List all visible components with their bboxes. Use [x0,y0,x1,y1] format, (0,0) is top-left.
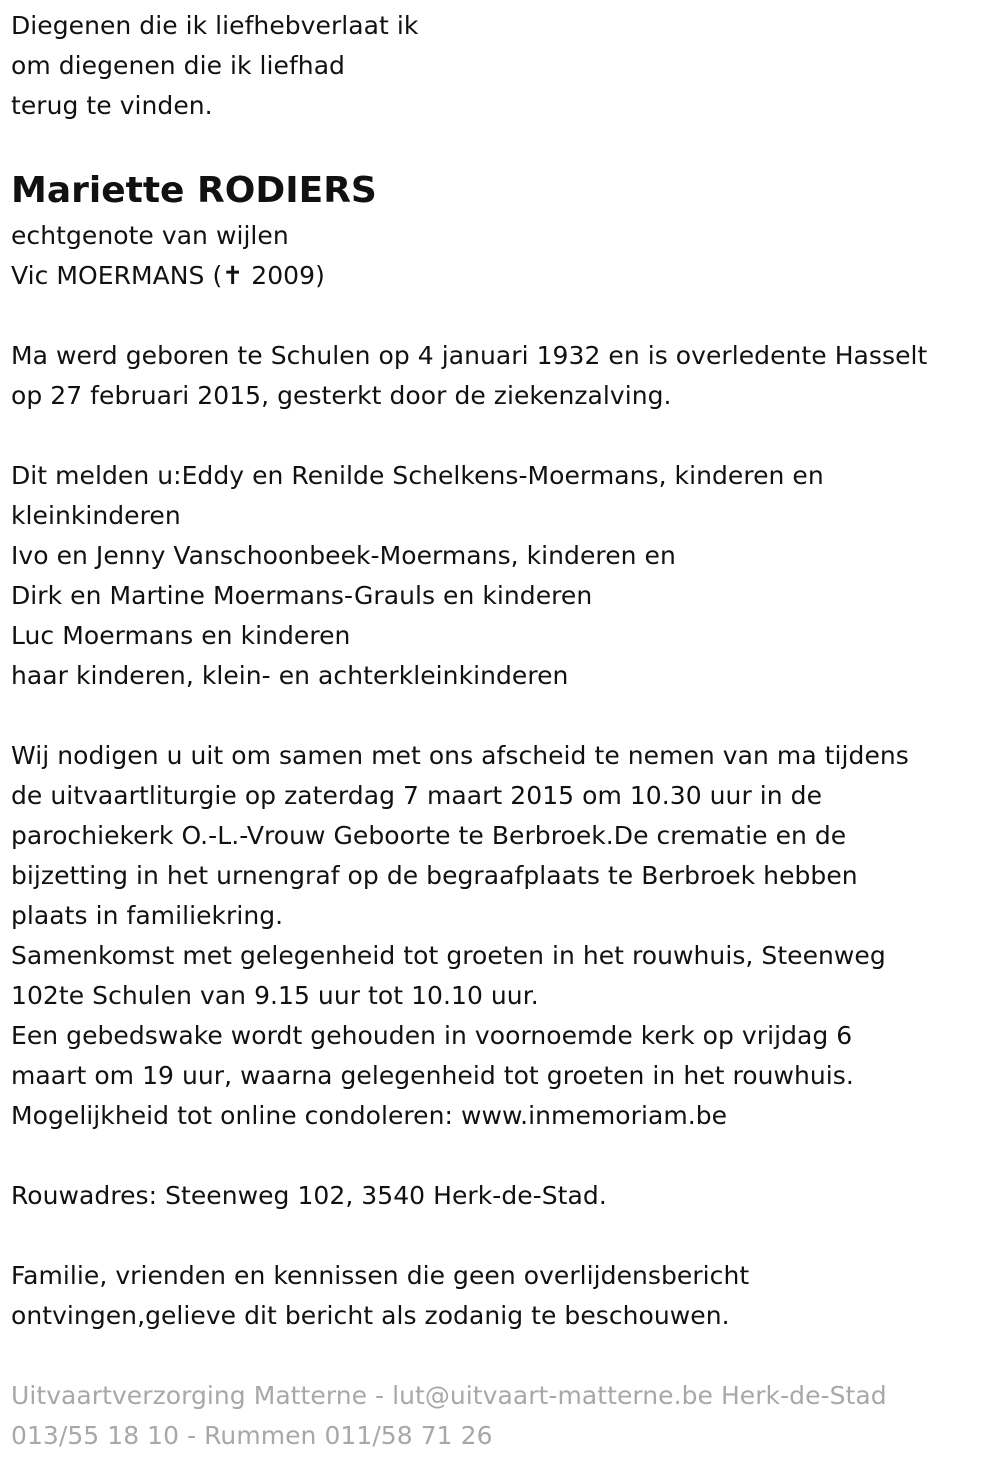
address-paragraph [11,1176,988,1216]
ceremony-line: de uitvaartliturgie op zaterdag 7 maart 2015 om 10.30 uur in de [11,781,823,810]
ceremony-line: parochiekerk O.-L.-Vrouw Geboorte te Berbroek.De crematie en de [11,821,847,850]
family-paragraph [11,456,988,696]
ceremony-line: plaats in familiekring. [11,901,284,930]
ceremony-line: Samenkomst met gelegenheid tot groeten in het rouwhuis, Steenweg [11,941,886,970]
footer-line: 013/55 18 10 - Rummen 011/58 71 26 [11,1421,493,1450]
ceremony-line: bijzetting in het urnengraf op de begraafplaats te Berbroek hebben [11,861,858,890]
family-line: Luc Moermans en kinderen [11,621,351,650]
quote-line: om diegenen die ik liefhad [11,51,345,80]
spacer [11,1216,988,1256]
funeral-home-footer [11,1376,988,1456]
ceremony-line: Wij nodigen u uit om samen met ons afscheid te nemen van ma tijdens [11,741,909,770]
spouse-text: Vic MOERMANS (✝ 2009) [11,261,325,290]
footer-line: Uitvaartverzorging Matterne - lut@uitvaart-matterne.be Herk-de-Stad [11,1381,887,1410]
spacer [11,696,988,736]
quote-line: Diegenen die ik liefhebverlaat ik [11,11,419,40]
spacer [11,1136,988,1176]
spacer [11,1336,988,1376]
notice-line: ontvingen,gelieve dit bericht als zodanig te beschouwen. [11,1301,730,1330]
spacer [11,296,988,336]
address-line: Rouwadres: Steenweg 102, 3540 Herk-de-Stad. [11,1181,607,1210]
ceremony-line: 102te Schulen van 9.15 uur tot 10.10 uur. [11,981,539,1010]
quote-line: terug te vinden. [11,91,213,120]
notice-line: Familie, vrienden en kennissen die geen overlijdensbericht [11,1261,750,1290]
paragraph-line: Ma werd geboren te Schulen op 4 januari 1932 en is overledente Hasselt [11,341,928,370]
family-line: Dit melden u:Eddy en Renilde Schelkens-Moermans, kinderen en [11,461,824,490]
deceased-section [11,170,988,296]
paragraph-line: op 27 februari 2015, gesterkt door de ziekenzalving. [11,381,672,410]
ceremony-line: Mogelijkheid tot online condoleren: www.inmemoriam.be [11,1101,728,1130]
ceremony-line: maart om 19 uur, waarna gelegenheid tot groeten in het rouwhuis. [11,1061,854,1090]
family-line: Dirk en Martine Moermans-Grauls en kinderen [11,581,593,610]
family-line: haar kinderen, klein- en achterkleinkinderen [11,661,569,690]
birth-death-paragraph [11,336,988,416]
ceremony-line: Een gebedswake wordt gehouden in voornoemde kerk op vrijdag 6 [11,1021,853,1050]
notice-paragraph [11,1256,988,1336]
relation-text: echtgenote van wijlen [11,221,289,250]
family-line: kleinkinderen [11,501,181,530]
opening-quote [11,6,988,126]
ceremony-paragraph [11,736,988,1136]
deceased-name: Mariette RODIERS [11,170,377,211]
spacer [11,416,988,456]
family-line: Ivo en Jenny Vanschoonbeek-Moermans, kinderen en [11,541,676,570]
